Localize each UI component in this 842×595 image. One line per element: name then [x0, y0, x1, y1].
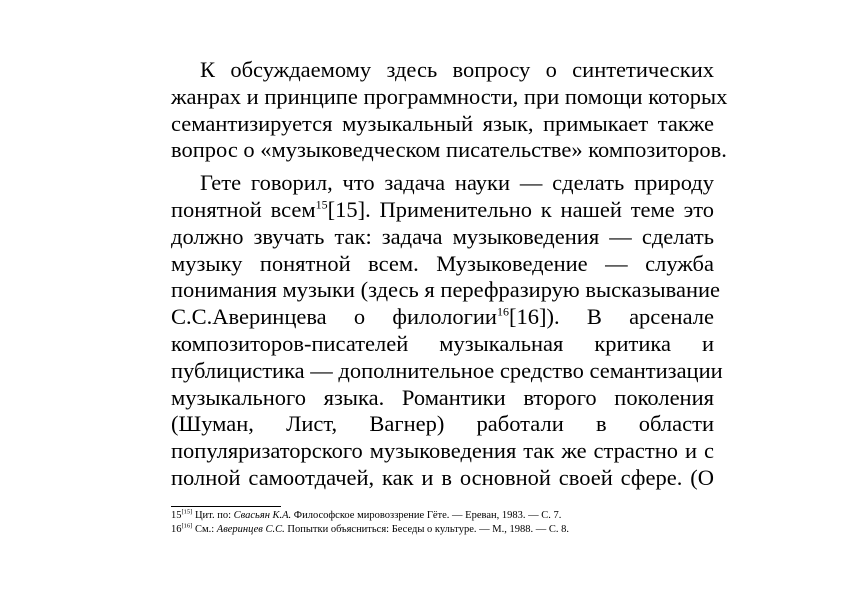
footnote-marker: [15]: [181, 508, 193, 516]
footnote-15: [171, 509, 731, 523]
text-line: [171, 197, 714, 224]
text-line: музыкального языка. Романтики второго поколения: [171, 384, 714, 410]
footnote-ref-15[interactable]: 15: [315, 197, 328, 212]
footnote-divider: [171, 506, 281, 507]
text-line: К обсуждаемому здесь вопросу о синтетических: [200, 57, 714, 82]
text-line: композиторов-писателей музыкальная критика и: [171, 330, 714, 356]
footnote-number: 16: [171, 524, 182, 535]
footnotes: [171, 509, 731, 537]
text-line: Гете говорил, что задача науки — сделать природу: [200, 170, 714, 196]
paragraph-2: [171, 170, 723, 492]
footnote-marker: [16]: [181, 522, 193, 530]
text-fragment: [15]. Применительно к нашей теме это: [327, 196, 715, 222]
text-line: понимания музыки (здесь я перефразирую высказывание: [171, 277, 721, 303]
text-line: вопрос о «музыковедческом писательстве» композиторов.: [171, 137, 727, 163]
text-line: жанрах и принципе программности, при помощи которых: [171, 83, 728, 109]
main-text: [171, 57, 728, 492]
text-line: полной самоотдачей, как и в основной своей сфере. (О: [171, 464, 714, 490]
footnote-author: Аверинцев С.С.: [216, 524, 285, 535]
text-fragment: С.С.Аверинцева о филологии: [171, 304, 497, 330]
footnote-source: Философское мировоззрение Гёте. — Ереван, 1983. — С. 7.: [291, 510, 562, 521]
footnote-source: Попытки объясниться: Беседы о культуре. — М., 1988. — С. 8.: [284, 524, 569, 535]
text-line: должно звучать так: задача музыковедения — сделать: [171, 223, 714, 249]
text-line: популяризаторского музыковедения так же страстно и с: [171, 438, 714, 464]
text-fragment: понятной всем: [171, 196, 316, 222]
footnote-16: [171, 523, 731, 537]
footnote-ref-16[interactable]: 16: [496, 304, 509, 319]
text-line: музыку понятной всем. Музыковедение — служба: [171, 250, 714, 276]
text-line: публицистика — дополнительное средство семантизации: [171, 357, 723, 383]
footnote-prefix: Цит. по:: [192, 510, 234, 521]
footnote-number: 15: [171, 510, 182, 521]
footnote-prefix: См.:: [192, 524, 217, 535]
footnote-author: Свасьян К.А.: [233, 510, 292, 521]
text-fragment: [16]). В арсенале: [508, 304, 714, 330]
paragraph-1: [171, 57, 728, 164]
text-line: (Шуман, Лист, Вагнер) работали в области: [171, 411, 714, 437]
text-line: [171, 304, 714, 331]
text-line: семантизируется музыкальный язык, примыкает также: [171, 110, 714, 136]
